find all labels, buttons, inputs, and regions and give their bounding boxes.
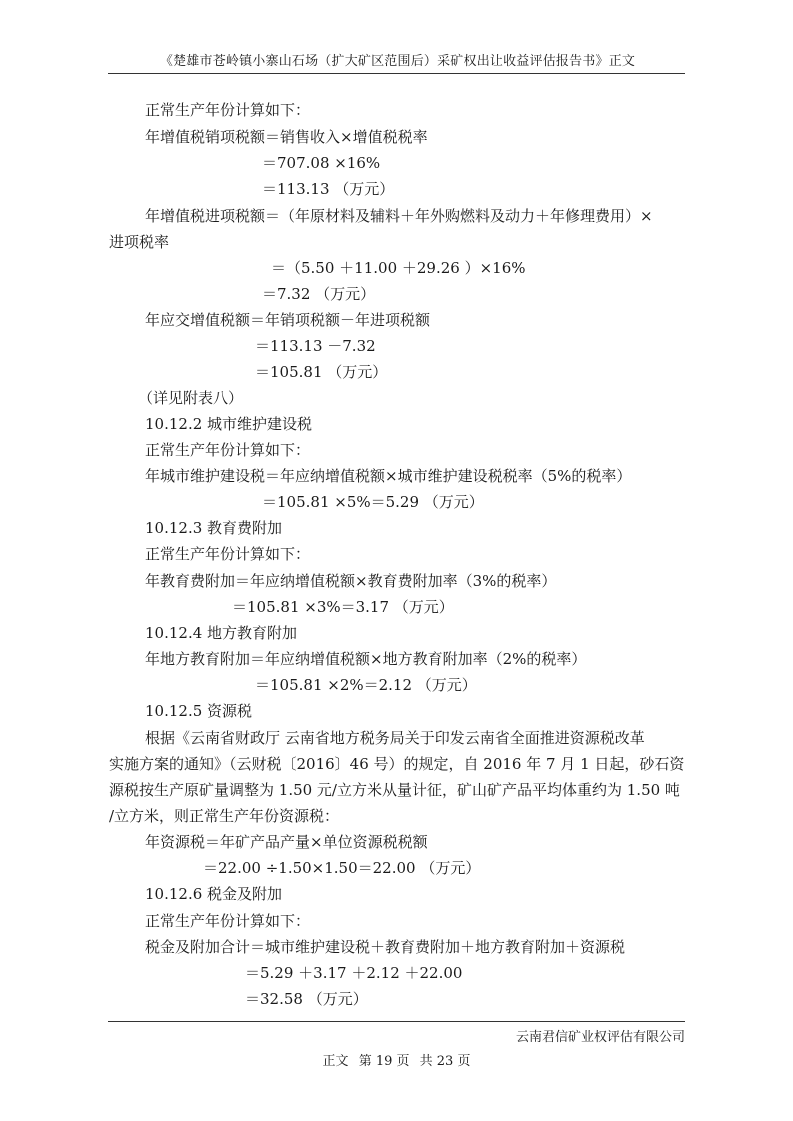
- text-line: 正常生产年份计算如下：: [145, 101, 311, 119]
- footer-rule: [108, 1021, 685, 1022]
- text-line: ＝7.32 （万元）: [262, 285, 376, 303]
- page-label: 正文: [322, 1054, 349, 1069]
- text-line: ＝105.81 ×3%＝3.17 （万元）: [232, 598, 454, 616]
- text-line: 根据《云南省财政厅 云南省地方税务局关于印发云南省全面推进资源税改革: [145, 729, 645, 747]
- section-heading: 10.12.3 教育费附加: [145, 519, 283, 537]
- text-line: ＝105.81 ×5%＝5.29 （万元）: [262, 493, 484, 511]
- section-heading: 10.12.2 城市维护建设税: [145, 415, 313, 433]
- section-heading: 10.12.6 税金及附加: [145, 885, 283, 903]
- text-line: 年教育费附加＝年应纳增值税额×教育费附加率（3%的税率）: [145, 572, 557, 590]
- text-line: ＝105.81 （万元）: [255, 363, 388, 381]
- text-line: 税金及附加合计＝城市维护建设税＋教育费附加＋地方教育附加＋资源税: [145, 938, 626, 956]
- text-line: 年增值税进项税额＝（年原材料及辅料＋年外购燃料及动力＋年修理费用）×: [145, 207, 653, 225]
- page-current: 第 19 页: [358, 1054, 410, 1069]
- text-line: 年地方教育附加＝年应纳增值税额×地方教育附加率（2%的税率）: [145, 650, 587, 668]
- section-heading: 10.12.5 资源税: [145, 702, 253, 720]
- page-total: 共 23 页: [419, 1054, 471, 1069]
- text-line: ＝113.13 （万元）: [262, 180, 395, 198]
- text-line: ＝5.29 ＋3.17 ＋2.12 ＋22.00: [245, 964, 463, 982]
- company-name: 云南君信矿业权评估有限公司: [515, 1030, 685, 1045]
- text-line: ＝707.08 ×16%: [262, 154, 381, 172]
- text-line: 正常生产年份计算如下：: [145, 912, 311, 930]
- text-line: ＝113.13 －7.32: [255, 337, 376, 355]
- page-number: [0, 1050, 793, 1069]
- text-line: 年增值税销项税额＝销售收入×增值税税率: [145, 128, 428, 146]
- section-heading: 10.12.4 地方教育附加: [145, 624, 298, 642]
- text-line: ＝（5.50 ＋11.00 ＋29.26 ）×16%: [271, 259, 526, 277]
- text-line: 进项税率: [109, 233, 170, 251]
- text-line: 年城市维护建设税＝年应纳增值税额×城市维护建设税税率（5%的税率）: [145, 467, 632, 485]
- text-line: ＝105.81 ×2%＝2.12 （万元）: [255, 676, 477, 694]
- header-rule: [108, 73, 685, 74]
- text-line: 正常生产年份计算如下：: [145, 441, 311, 459]
- text-line: 实施方案的通知》（云财税〔2016〕46 号）的规定，自 2016 年 7 月 1 日起，砂石资: [109, 755, 685, 773]
- text-line: 源税按生产原矿量调整为 1.50 元/立方米从量计征，矿山矿产品平均体重约为 1.50 吨: [109, 781, 680, 799]
- text-line: 年应交增值税额＝年销项税额－年进项税额: [145, 311, 431, 329]
- text-line: 正常生产年份计算如下：: [145, 545, 311, 563]
- running-header: 《楚雄市苍岭镇小寨山石场（扩大矿区范围后）采矿权出让收益评估报告书》正文: [159, 54, 636, 69]
- text-line: ＝22.00 ÷1.50×1.50＝22.00 （万元）: [203, 859, 481, 877]
- text-line: （详见附表八）: [138, 389, 244, 407]
- text-line: /立方米，则正常生产年份资源税：: [109, 807, 340, 825]
- text-line: 年资源税＝年矿产品产量×单位资源税税额: [145, 833, 428, 851]
- text-line: ＝32.58 （万元）: [245, 990, 368, 1008]
